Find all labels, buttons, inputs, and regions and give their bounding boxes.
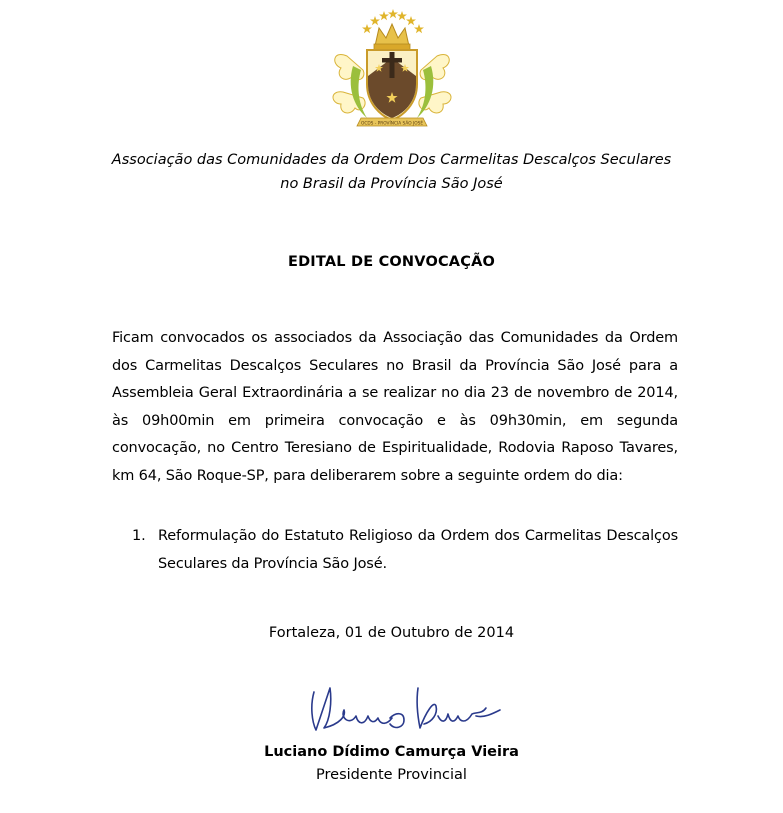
agenda-item-text: Reformulação do Estatuto Religioso da Ordem dos Carmelitas Descalços Seculares da Província São José. [158,528,678,572]
association-line-2: no Brasil da Província São José [280,176,503,192]
emblem-caption: OCDS - PROVÍNCIA SÃO JOSÉ [360,121,424,127]
convocation-body: Ficam convocados os associados da Associação das Comunidades da Ordem dos Carmelitas Descalços Seculares no Brasil da Província São José para a Assembleia Geral Extraordinária a se realizar no dia 23 de novembro de 2014, às 09h00min em primeira convocação e às 09h30min, em segunda convocação, no Centro Teresiano de Espiritualidade, Rodovia Raposo Tavares, km 64, São Roque-SP, para deliberarem sobre a seguinte ordem do dia: [112,330,678,484]
agenda-item-number: 1. [132,528,146,544]
carmelite-coat-of-arms-icon [327,6,457,130]
agenda-item [132,522,678,578]
association-line-1: Associação das Comunidades da Ordem Dos Carmelitas Descalços Seculares [111,152,672,168]
signer-name: Luciano Dídimo Camurça Vieira [264,744,519,760]
document-title: EDITAL DE CONVOCAÇÃO [287,254,496,270]
signer-role: Presidente Provincial [316,767,467,783]
place-and-date: Fortaleza, 01 de Outubro de 2014 [268,625,515,641]
agenda-list [132,522,678,578]
association-name [0,148,783,196]
handwritten-signature-icon [300,672,510,740]
